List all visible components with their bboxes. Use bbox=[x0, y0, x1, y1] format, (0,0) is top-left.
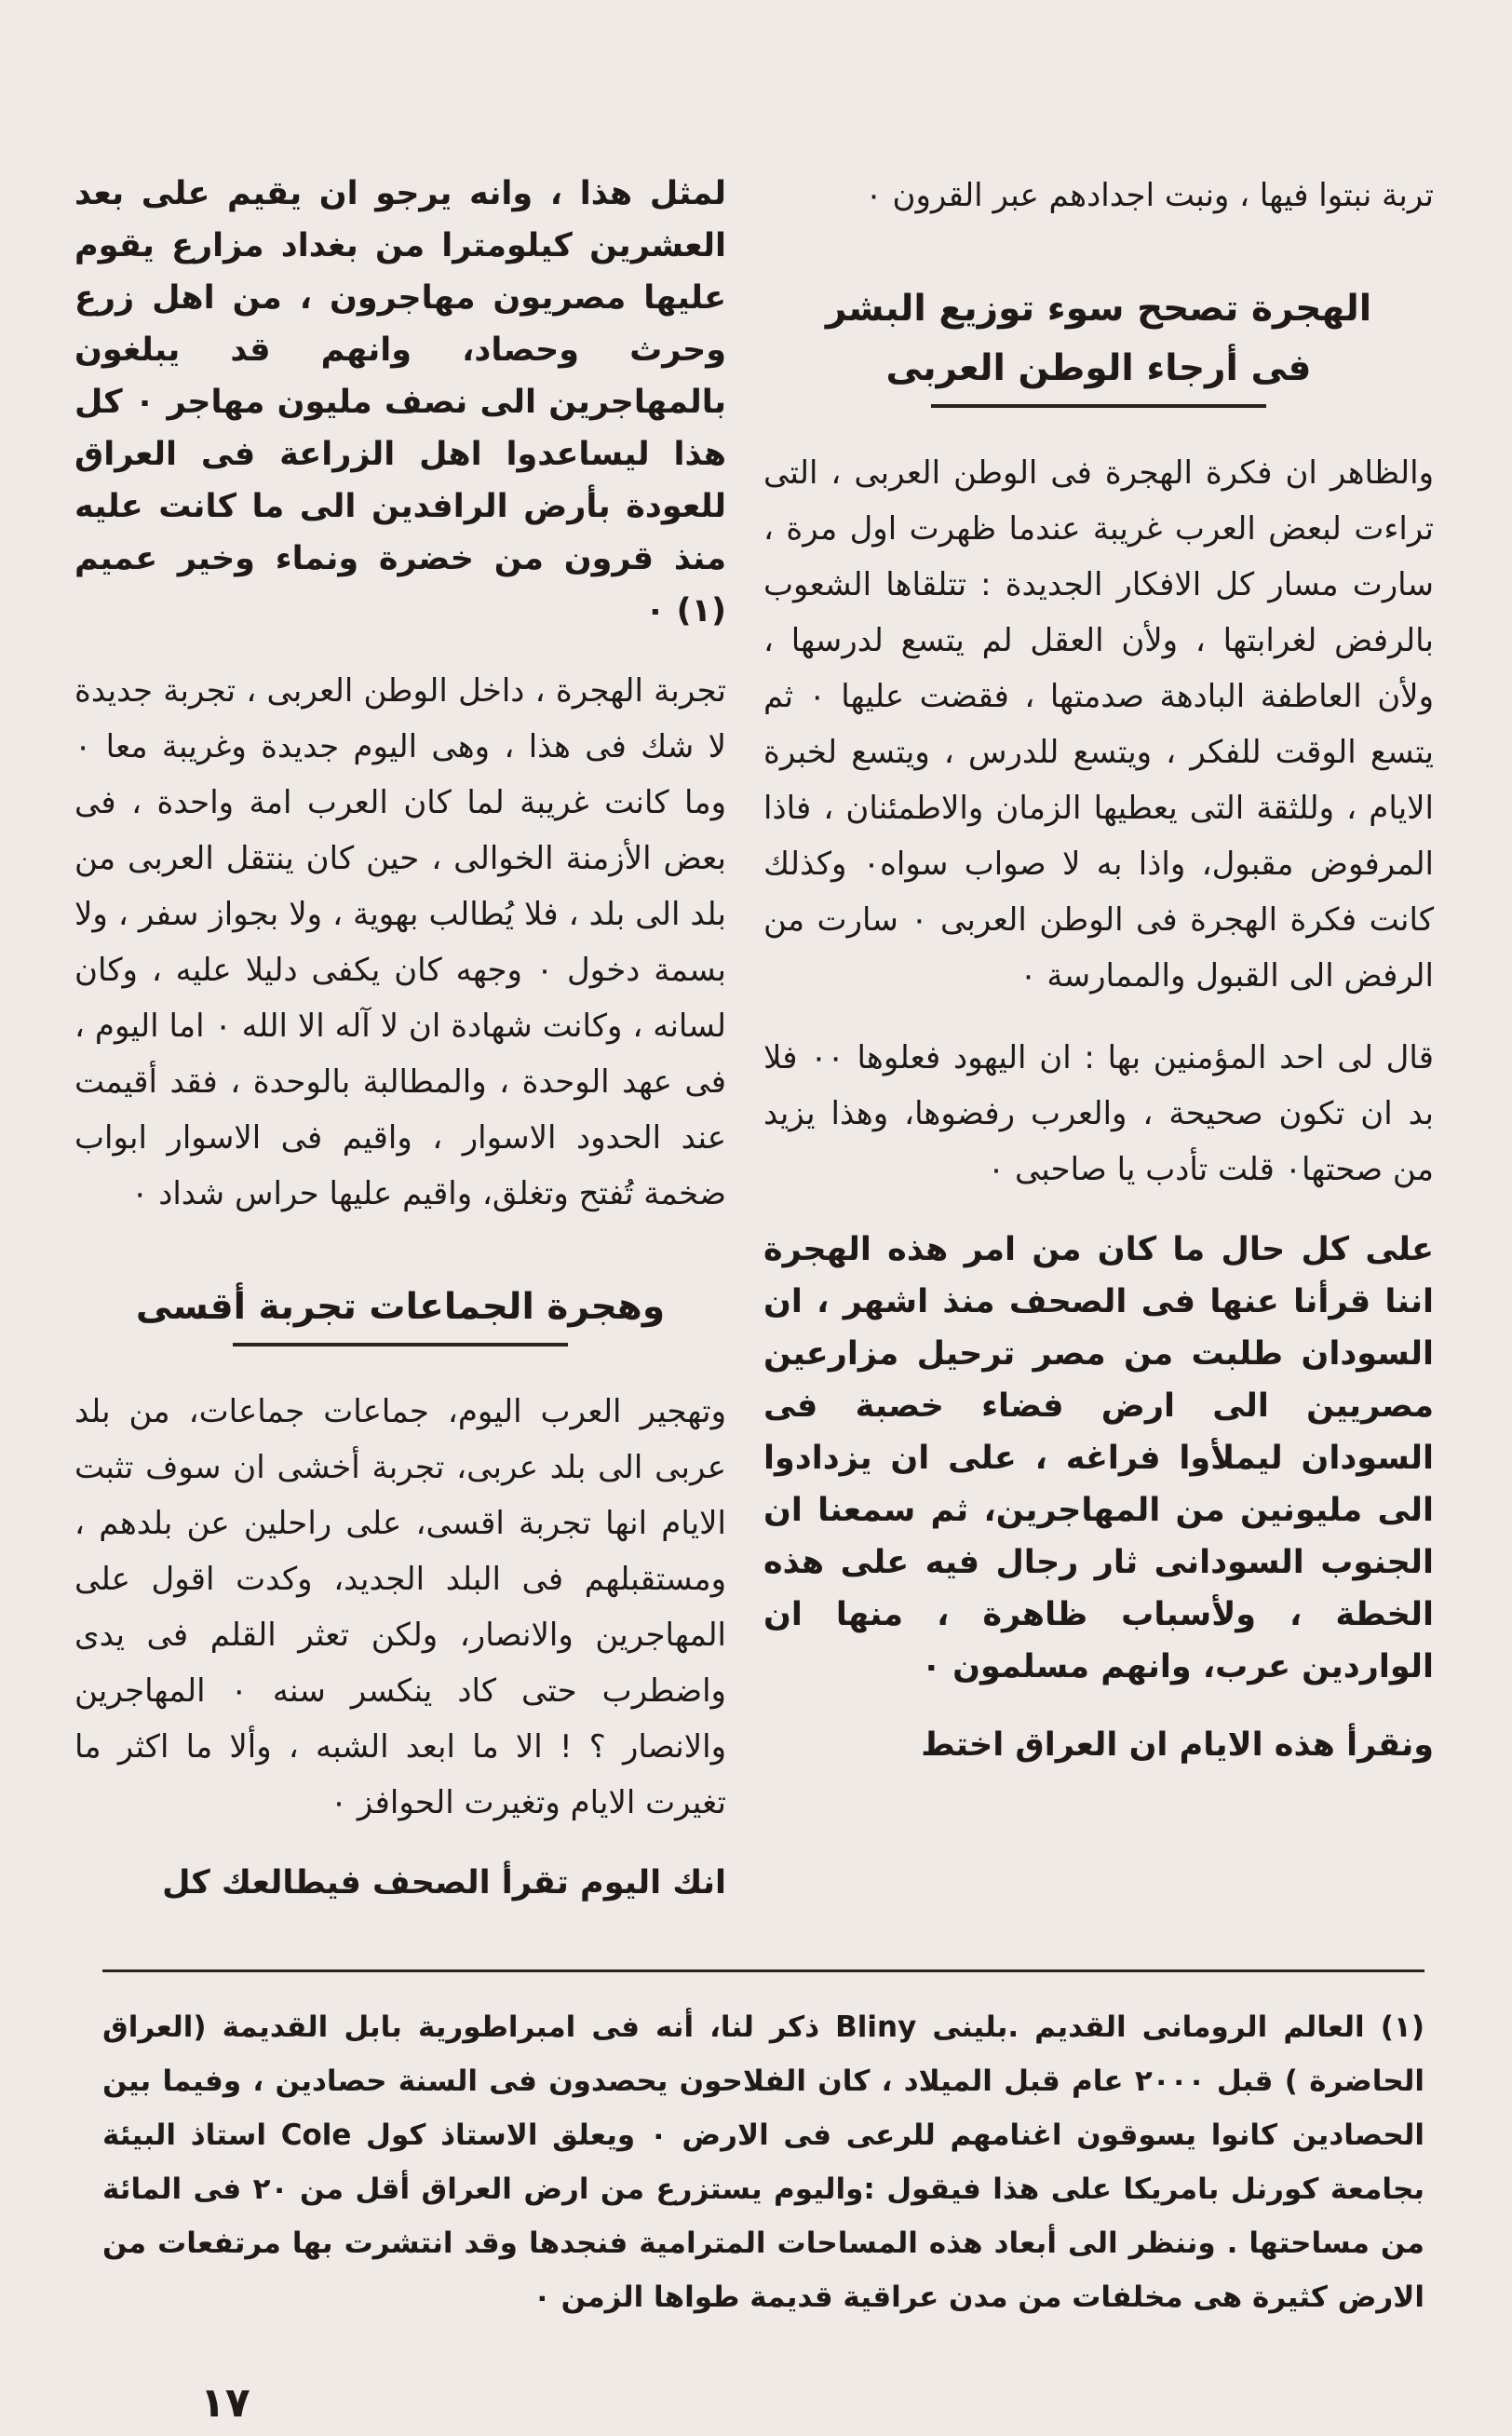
bold-paragraph: ونقرأ هذه الايام ان العراق اختط bbox=[921, 1726, 1434, 1764]
bold-paragraph: انك اليوم تقرأ الصحف فيطالعك كل bbox=[162, 1864, 726, 1901]
paragraph: والظاهر ان فكرة الهجرة فى الوطن العربى ، التى تراءت لبعض العرب غريبة عندما ظهرت اول مرة ، سارت مسار كل الافكار الجديدة : تتلقاها الشعوب بالرفض لغرابتها ، ولأن العقل لم يتسع لدرسها ، ولأن العاطفة البادهة صدمتها ، فقضت عليها ٠ ثم يتسع الوقت للفكر ، ويتسع للدرس ، ويتسع لخبرة الايام ، وللثقة التى يعطيها الزمان والاطمئنان ، فاذا المرفوض مقبول، واذا به لا صواب سواه٠ وكذلك كانت فكرة الهجرة فى الوطن العربى ٠ سارت من الرفض الى القبول والممارسة ٠ bbox=[763, 454, 1435, 995]
left-column bbox=[74, 168, 726, 1935]
paragraph: قال لى احد المؤمنين بها : ان اليهود فعلوها ٠٠ فلا بد ان تكون صحيحة ، والعرب رفضوها، وهذا يزيد من صحتها٠ قلت تأدب يا صاحبى ٠ bbox=[763, 1039, 1434, 1188]
bold-paragraph: لمثل هذا ، وانه يرجو ان يقيم على بعد العشرين كيلومترا من بغداد مزارع يقوم عليها مصريون مهاجرون ، من اهل زرع وحرث وحصاد، وانهم قد يبلغون بالمهاجرين الى نصف مليون مهاجر ٠ كل هذا ليساعدوا اهل الزراعة فى العراق للعودة بأرض الرافدين الى ما كانت عليه منذ قرون من خضرة ونماء وخير عميم (١) ٠ bbox=[74, 175, 727, 629]
heading-line: وهجرة الجماعات تجربة أقسى bbox=[135, 1286, 666, 1328]
paragraph: تجربة الهجرة ، داخل الوطن العربى ، تجربة جديدة لا شك فى هذا ، وهى اليوم جديدة وغريبة معا ٠ وما كانت غريبة لما كان العرب امة واحدة ، فى بعض الأزمنة الخوالى ، حين كان ينتقل العربى من بلد الى بلد ، فلا يُطالب بهوية ، ولا بجواز سفر ، ولا بسمة دخول ٠ وجهه كان يكفى دليلا عليه ، وكان لسانه ، وكانت شهادة ان لا آله الا الله ٠ اما اليوم ، فى عهد الوحدة ، والمطالبة بالوحدة ، فقد أقيمت عند الحدود الاسوار ، واقيم فى الاسوار ابواب ضخمة تُفتح وتغلق، واقيم عليها حراس شداد ٠ bbox=[74, 672, 726, 1212]
section-heading bbox=[763, 279, 1434, 408]
heading-line: فى أرجاء الوطن العربى bbox=[885, 347, 1312, 389]
section-heading bbox=[74, 1278, 726, 1347]
heading-line: الهجرة تصحح سوء توزيع البشر bbox=[825, 288, 1372, 330]
paragraph: وتهجير العرب اليوم، جماعات جماعات، من بلد عربى الى بلد عربى، تجربة أخشى ان سوف تثبت الايام انها تجربة اقسى، على راحلين عن بلدهم ، ومستقبلهم فى البلد الجديد، وكدت اقول على المهاجرين والانصار، ولكن تعثر القلم فى يدى واضطرب حتى كاد ينكسر سنه ٠ المهاجرين والانصار ؟ ! الا ما ابعد الشبه ، وألا ما اكثر ما تغيرت الايام وتغيرت الحوافز ٠ bbox=[74, 1393, 726, 1821]
bold-paragraph: على كل حال ما كان من امر هذه الهجرة اننا قرأنا عنها فى الصحف منذ اشهر ، ان السودان طلبت من مصر ترحيل مزارعين مصريين الى ارض فضاء خصبة فى السودان ليملأوا فراغه ، على ان يزدادوا الى مليونين من المهاجرين، ثم سمعنا ان الجنوب السودانى ثار رجال فيه على هذه الخطة ، ولأسباب ظاهرة ، منها ان الواردين عرب، وانهم مسلمون ٠ bbox=[763, 1231, 1434, 1685]
heading-underline bbox=[931, 404, 1266, 408]
footnote: (١) العالم الرومانى القديم .بلينى Bliny ذكر لنا، أنه فى امبراطورية بابل القديمة (العراق الحاضرة ) قبل ٢٠٠٠ عام قبل الميلاد ، كان الفلاحون يحصدون فى السنة حصادين ، وفيما بين الحصادين كانوا يسوقون اغنامهم للرعى فى الارض ٠ ويعلق الاستاذ كول Cole استاذ البيئة بجامعة كورنل بامريكا على هذا فيقول :واليوم يستزرع من ارض العراق أقل من ٢٠ فى المائة من مساحتها . وننظر الى أبعاد هذه المساحات المترامية فنجدها وقد انتشرت بها مرتفعات من الارض كثيرة هى مخلفات من مدن عراقية قديمة طواها الزمن ٠ bbox=[102, 2010, 1424, 2314]
paragraph: تربة نبتوا فيها ، ونبت اجدادهم عبر القرون ٠ bbox=[865, 177, 1434, 214]
heading-underline bbox=[233, 1343, 568, 1347]
right-column bbox=[763, 168, 1434, 1797]
footnote-section bbox=[102, 1969, 1424, 2324]
page-number: ١٧ bbox=[200, 2379, 250, 2427]
